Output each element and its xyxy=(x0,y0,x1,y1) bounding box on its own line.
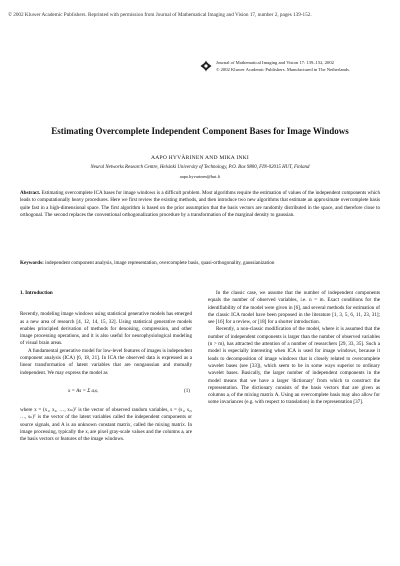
paper-title: Estimating Overcomplete Independent Component Bases for Image Windows xyxy=(51,126,349,136)
abstract-label: Abstract. xyxy=(20,190,41,196)
equation-body: x = As = Σ aᵢsᵢ xyxy=(68,387,98,394)
copyright-notice: © 2002 Kluwer Academic Publishers. Reprinted with permission from Journal of Mathematical Imaging and Vision 17, number 2, pages 139-152. xyxy=(8,12,312,18)
equation xyxy=(20,380,192,404)
section-heading: 1. Introduction xyxy=(20,290,53,296)
keywords-label: Keywords: xyxy=(20,260,44,266)
paragraph: Recently, modeling image windows using statistical generative models has emerged as a new area of research [4, 12, 14, 15, 32]. Using statistical generative models enables principled derivation of methods for denoising, compression, and other image processing operations, and it is also useful for neurophysiological modeling of visual brain areas. xyxy=(20,311,192,347)
abstract-text: Estimating overcomplete ICA bases for image windows is a difficult problem. Most algorithms require the estimation of values of the independent components which leads to computationally heavy procedures. Here we first review the existing methods, and then introduce two new algorithms that estimate an approximate overcomplete basis quite fast in a high-dimensional space. The first algorithm is based on the prior assumption that the basis vectors are randomly distributed in the space, and therefore close to orthogonal. The second replaces the conventional orthogonalization procedure by a transformation of the marginal density to gaussian. xyxy=(20,190,380,218)
author-email: aapo.hyvarinen@hut.fi xyxy=(179,174,221,179)
abstract xyxy=(20,190,380,219)
paper-affiliation: Neural Networks Research Centre, Helsinki University of Technology, P.O. Box 9800, FIN-02015 HUT, Finland xyxy=(90,165,310,170)
journal-citation: Journal of Mathematical Imaging and Vision 17: 139–152, 2002 xyxy=(216,60,334,65)
journal-info xyxy=(216,60,392,73)
right-column xyxy=(208,290,380,407)
paper-authors: AAPO HYVÄRINEN AND MIKA INKI xyxy=(151,155,249,161)
left-column xyxy=(20,290,192,443)
publisher-logo-icon xyxy=(200,60,212,72)
paragraph: A fundamental generative model for low-level features of images is independent component analysis (ICA) [6, 18, 21]. In ICA the observed data is expressed as a linear transformation of latent variables that are nongaussian and mutually independent. We may express the model as xyxy=(20,347,192,376)
keywords xyxy=(20,260,380,267)
paragraph: where x = (x₁, x₂, …, xₘ)ᵀ is the vector of observed random variables, s = (s₁, s₂, …, sₙ)ᵀ is the vector of the latent variables called the independent components or source signals, and A is an unknown constant matrix, called the mixing matrix. In image processing, typically the xᵢ are pixel gray-scale values and the columns aᵢ are the basis vectors or features of the image windows. xyxy=(20,406,192,443)
keywords-text: independent component analysis, image representation, overcomplete basis, quasi-orthogonality, gaussianization xyxy=(45,260,275,266)
paragraph: Recently, a non-classic modification of the model, where it is assumed that the number of independent components is larger than the number of observed variables (n > m), has attracted the attention of a number of researchers [29, 33, 35]. Such a model is especially interesting when ICA is used for image windows, because it leads to decomposition of image windows that is closely related to overcomplete wavelet bases (see [33]), which seem to be in some ways superior to ordinary wavelet bases. Basically, the larger number of independent components in the model means that we have a larger 'dictionary' from which to construct the representation. The dictionary consists of the basis vectors that are given as columns aᵢ of the mixing matrix A. Using an overcomplete basis may also allow for some invariances (e.g. with respect to translation) in the representation [37]. xyxy=(208,326,380,406)
equation-number: (1) xyxy=(184,387,190,394)
paragraph: In the classic case, we assume that the number of independent components equals the number of observed variables, i.e. n = m. Exact conditions for the identifiability of the model were given in [6], and several methods for estimation of the classic ICA model have been proposed in the literature [1, 3, 5, 6, 11, 23, 31]; see [16] for a review, or [18] for a shorter introduction. xyxy=(208,290,380,326)
journal-publisher: © 2002 Kluwer Academic Publishers. Manufactured in The Netherlands. xyxy=(216,66,351,72)
